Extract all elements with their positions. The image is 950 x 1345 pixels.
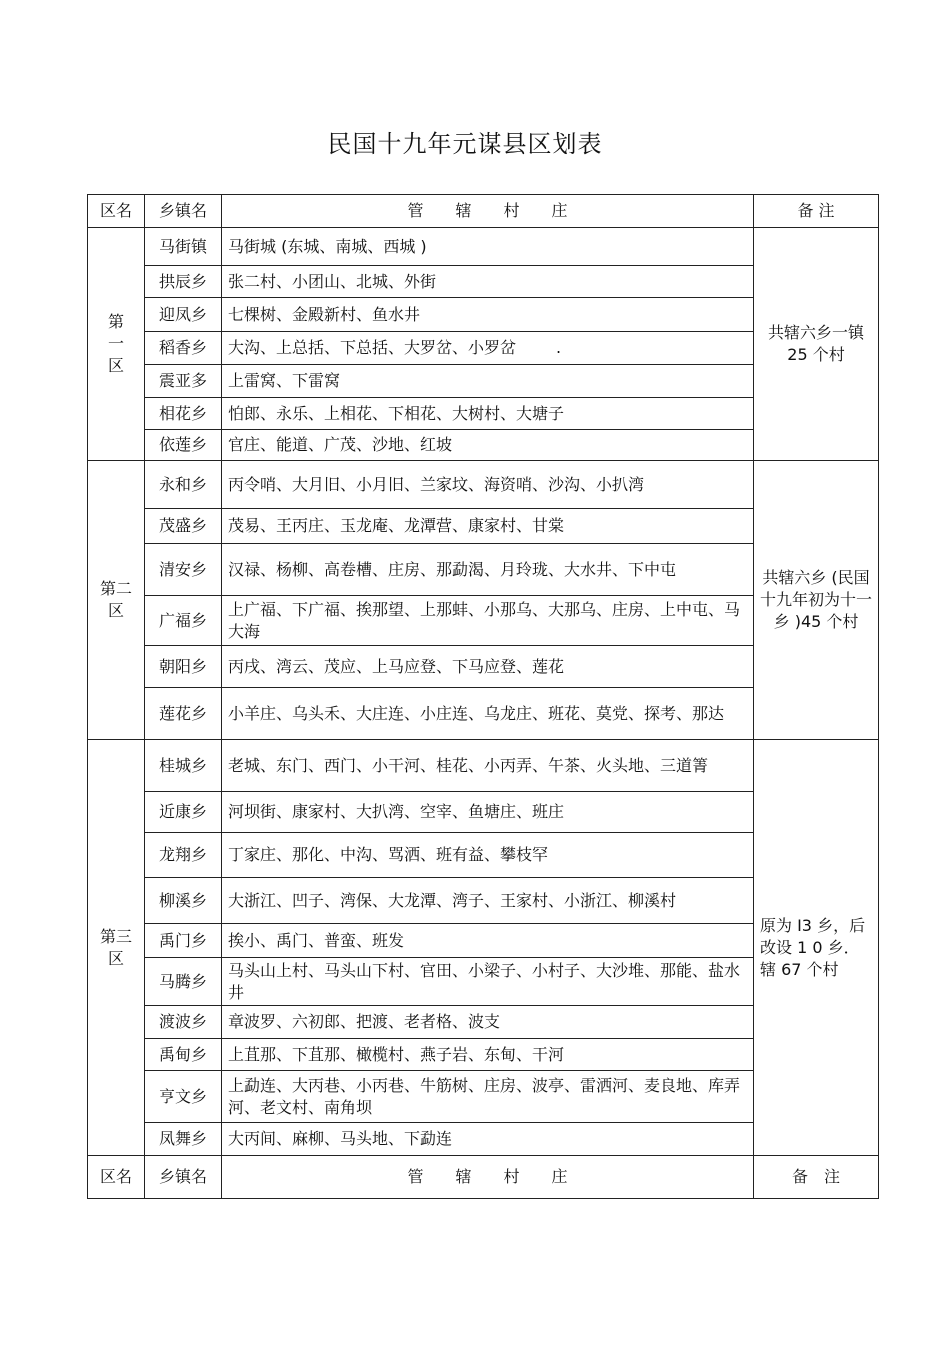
header-township: 乡镇名	[145, 195, 222, 228]
header-villages: 管 辖 村 庄	[222, 195, 754, 228]
villages-text: 上勐连、大丙巷、小丙巷、牛筋树、庄房、波亭、雷洒河、麦良地、库弄河、老文村、南角坝	[228, 1075, 741, 1117]
villages-list	[222, 332, 754, 365]
township-name: 广福乡	[145, 596, 222, 646]
villages-text: 马头山上村、马头山下村、官田、小梁子、小村子、大沙堆、那能、盐水井	[228, 960, 741, 1002]
villages-list	[222, 1039, 754, 1071]
township-name: 震亚多	[145, 365, 222, 398]
villages-text: 上广福、下广福、挨那望、上那蚌、小那乌、大那乌、庄房、上中屯、马大海	[228, 599, 741, 641]
villages-list	[222, 544, 754, 596]
villages-text: 章波罗、六初郎、把渡、老者格、波支	[228, 1012, 501, 1031]
villages-text: 丙戌、湾云、茂应、上马应登、下马应登、莲花	[228, 656, 565, 676]
table-row	[88, 740, 879, 792]
township-name: 龙翔乡	[145, 833, 222, 878]
villages-text: 大浙江、凹子、湾保、大龙潭、湾子、王家村、小浙江、柳溪村	[228, 890, 677, 910]
villages-list	[222, 688, 754, 740]
township-name: 近康乡	[145, 792, 222, 833]
table-row	[88, 461, 879, 509]
district-note: 原为 I3 乡，后改设 1 0 乡．辖 67 个村	[754, 740, 879, 1156]
trailing-mark: .	[556, 338, 562, 357]
township-name: 稻香乡	[145, 332, 222, 365]
township-name: 凤舞乡	[145, 1123, 222, 1156]
villages-list	[222, 924, 754, 958]
villages-list	[222, 958, 754, 1006]
villages-list	[222, 792, 754, 833]
villages-text: 官庄、能道、广茂、沙地、红坡	[228, 435, 453, 454]
table-row	[88, 228, 879, 266]
township-name: 清安乡	[145, 544, 222, 596]
township-name: 桂城乡	[145, 740, 222, 792]
villages-text: 马街城 (东城、南城、西城 )	[228, 236, 427, 256]
district-name: 第三 区	[88, 740, 145, 1156]
township-name: 马街镇	[145, 228, 222, 266]
villages-text: 大沟、上总括、下总括、大罗岔、小罗岔	[228, 338, 517, 357]
header-row	[88, 195, 879, 228]
township-name: 亨文乡	[145, 1071, 222, 1123]
township-name: 拱辰乡	[145, 266, 222, 298]
villages-text: 张二村、小团山、北城、外街	[228, 271, 437, 291]
villages-list	[222, 1006, 754, 1039]
villages-list	[222, 298, 754, 332]
villages-list	[222, 1123, 754, 1156]
district-name: 第二 区	[88, 461, 145, 740]
villages-text: 上雷窝、下雷窝	[228, 371, 341, 390]
township-name: 马腾乡	[145, 958, 222, 1006]
villages-text: 茂易、王丙庄、玉龙庵、龙潭营、康家村、甘棠	[228, 516, 565, 535]
villages-text: 汉禄、杨柳、高卷槽、庄房、那勐渴、月玲珑、大水井、下中屯	[228, 559, 677, 579]
header-township: 乡镇名	[145, 1156, 222, 1199]
district-table	[87, 194, 879, 1199]
township-name: 永和乡	[145, 461, 222, 509]
township-name: 迎凤乡	[145, 298, 222, 332]
villages-text: 小羊庄、乌头禾、大庄连、小庄连、乌龙庄、班花、莫党、探考、那达	[228, 703, 725, 723]
villages-list	[222, 833, 754, 878]
villages-text: 丁家庄、那化、中沟、骂洒、班有益、攀枝罕	[228, 845, 549, 864]
header-district: 区名	[88, 1156, 145, 1199]
header-district: 区名	[88, 195, 145, 228]
villages-list	[222, 646, 754, 688]
header-notes: 备 注	[754, 1156, 879, 1199]
villages-text: 老城、东门、西门、小干河、桂花、小丙弄、午茶、火头地、三道箐	[228, 755, 709, 775]
villages-list	[222, 266, 754, 298]
township-name: 禹甸乡	[145, 1039, 222, 1071]
villages-list	[222, 1071, 754, 1123]
villages-list	[222, 461, 754, 509]
township-name: 相花乡	[145, 398, 222, 430]
villages-list	[222, 228, 754, 266]
villages-list	[222, 398, 754, 430]
header-notes: 备 注	[754, 195, 879, 228]
district-note: 共辖六乡一镇 25 个村	[754, 228, 879, 461]
villages-text: 怕郎、永乐、上相花、下相花、大树村、大塘子	[228, 403, 565, 423]
header-villages: 管 辖 村 庄	[222, 1156, 754, 1199]
township-name: 依莲乡	[145, 430, 222, 461]
villages-list	[222, 740, 754, 792]
villages-list	[222, 365, 754, 398]
villages-text: 七棵树、金殿新村、鱼水井	[228, 304, 421, 324]
township-name: 柳溪乡	[145, 878, 222, 924]
villages-list	[222, 596, 754, 646]
villages-text: 挨小、禹门、普蛮、班发	[228, 930, 405, 950]
district-name: 第 一 区	[88, 228, 145, 461]
township-name: 朝阳乡	[145, 646, 222, 688]
township-name: 莲花乡	[145, 688, 222, 740]
villages-text: 河坝街、康家村、大扒湾、空宰、鱼塘庄、班庄	[228, 802, 565, 821]
villages-list	[222, 430, 754, 461]
villages-list	[222, 878, 754, 924]
villages-text: 大丙间、麻柳、马头地、下勐连	[228, 1129, 453, 1148]
district-note: 共辖六乡 (民国十九年初为十一乡 )45 个村	[754, 461, 879, 740]
villages-text: 上苴那、下苴那、橄榄村、燕子岩、东甸、干河	[228, 1044, 565, 1064]
villages-text: 丙令哨、大月旧、小月旧、兰家坟、海资哨、沙沟、小扒湾	[228, 474, 645, 494]
township-name: 茂盛乡	[145, 509, 222, 544]
header-row	[88, 1156, 879, 1199]
township-name: 渡波乡	[145, 1006, 222, 1039]
page-title: 民国十九年元谋县区划表	[327, 130, 603, 158]
villages-list	[222, 509, 754, 544]
township-name: 禹门乡	[145, 924, 222, 958]
